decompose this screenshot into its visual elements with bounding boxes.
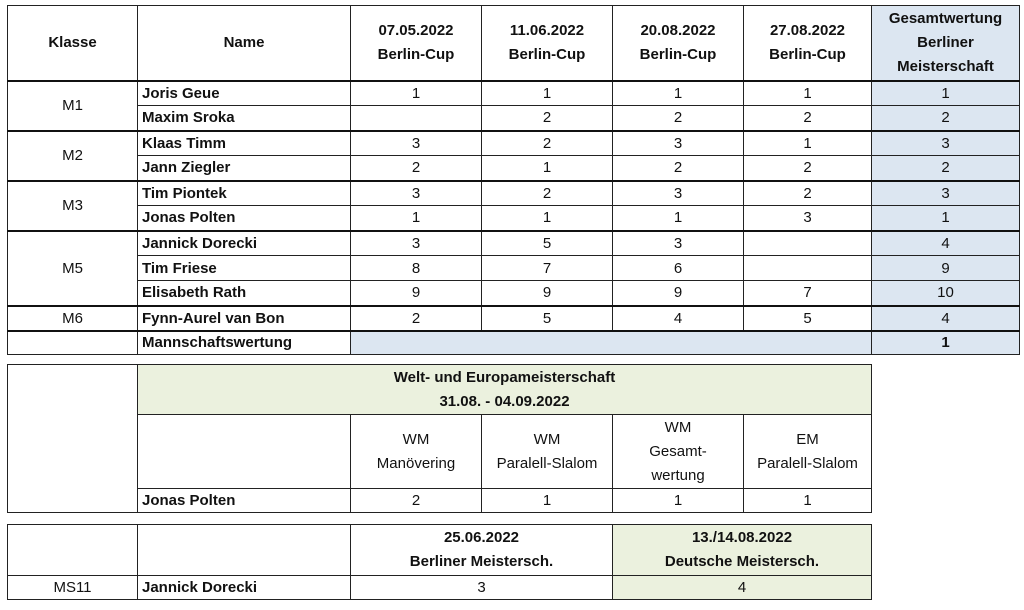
athlete-name: Tim Friese [138, 256, 351, 281]
team-label: Mannschaftswertung [138, 331, 351, 355]
result-row [8, 81, 1020, 106]
total-cell: 4 [872, 306, 1020, 331]
world-col-4: EM Paralell-Slalom [744, 415, 872, 489]
total-cell: 1 [872, 206, 1020, 231]
header-event-1: 07.05.2022 Berlin-Cup [351, 6, 482, 81]
placement-cell: 3 [744, 206, 872, 231]
header-event-3: 20.08.2022 Berlin-Cup [613, 6, 744, 81]
results-body [8, 81, 1020, 331]
placement-cell [744, 256, 872, 281]
total-cell: 9 [872, 256, 1020, 281]
meister-name-empty [138, 525, 351, 576]
athlete-name: Elisabeth Rath [138, 281, 351, 306]
placement-cell: 2 [482, 181, 613, 206]
placement-cell: 5 [744, 306, 872, 331]
total-cell: 4 [872, 231, 1020, 256]
placement-cell: 2 [744, 156, 872, 181]
total-cell: 1 [872, 81, 1020, 106]
result-row [8, 181, 1020, 206]
athlete-name: Fynn-Aurel van Bon [138, 306, 351, 331]
placement-cell: 3 [351, 131, 482, 156]
placement-cell: 2 [351, 306, 482, 331]
placement-cell: 1 [482, 206, 613, 231]
placement-cell [351, 106, 482, 131]
placement-cell: 1 [613, 206, 744, 231]
placement-cell: 1 [351, 206, 482, 231]
placement-cell: 1 [351, 81, 482, 106]
placement-cell: 3 [351, 181, 482, 206]
total-cell: 2 [872, 106, 1020, 131]
athlete-name: Joris Geue [138, 81, 351, 106]
placement-cell: 2 [613, 106, 744, 131]
team-total: 1 [872, 331, 1020, 355]
result-row [8, 231, 1020, 256]
athlete-name: Jonas Polten [138, 206, 351, 231]
placement-cell: 9 [482, 281, 613, 306]
placement-cell: 2 [744, 181, 872, 206]
result-row [8, 156, 1020, 181]
header-gesamtwertung: Gesamtwertung Berliner Meisterschaft [872, 6, 1020, 81]
placement-cell: 2 [613, 156, 744, 181]
world-value-3: 1 [613, 489, 744, 513]
result-row [8, 106, 1020, 131]
world-value-2: 1 [482, 489, 613, 513]
athlete-name: Maxim Sroka [138, 106, 351, 131]
result-row [8, 206, 1020, 231]
placement-cell: 1 [613, 81, 744, 106]
klasse-cell: M3 [8, 181, 138, 231]
athlete-name: Tim Piontek [138, 181, 351, 206]
meisterschaft-table [7, 524, 872, 600]
placement-cell: 2 [744, 106, 872, 131]
placement-cell: 1 [482, 81, 613, 106]
placement-cell: 2 [351, 156, 482, 181]
world-col-1: WM Manövering [351, 415, 482, 489]
placement-cell: 3 [351, 231, 482, 256]
placement-cell: 5 [482, 306, 613, 331]
placement-cell: 9 [351, 281, 482, 306]
klasse-cell: M2 [8, 131, 138, 181]
placement-cell: 3 [613, 131, 744, 156]
total-cell: 2 [872, 156, 1020, 181]
world-value-4: 1 [744, 489, 872, 513]
world-row-name: Jonas Polten [138, 489, 351, 513]
placement-cell: 6 [613, 256, 744, 281]
placement-cell: 7 [482, 256, 613, 281]
meister-value-berliner: 3 [351, 576, 613, 600]
world-value-1: 2 [351, 489, 482, 513]
total-cell: 3 [872, 181, 1020, 206]
placement-cell [744, 231, 872, 256]
placement-cell: 1 [744, 81, 872, 106]
placement-cell: 4 [613, 306, 744, 331]
klasse-cell: M1 [8, 81, 138, 131]
athlete-name: Klaas Timm [138, 131, 351, 156]
placement-cell: 7 [744, 281, 872, 306]
placement-cell: 5 [482, 231, 613, 256]
result-row [8, 131, 1020, 156]
placement-cell: 9 [613, 281, 744, 306]
total-cell: 3 [872, 131, 1020, 156]
placement-cell: 3 [613, 231, 744, 256]
world-col-3: WM Gesamt- wertung [613, 415, 744, 489]
athlete-name: Jannick Dorecki [138, 231, 351, 256]
result-row [8, 306, 1020, 331]
world-title: Welt- und Europameisterschaft 31.08. - 04.09.2022 [138, 365, 872, 415]
world-championship-table [7, 364, 872, 513]
placement-cell: 1 [744, 131, 872, 156]
world-name-empty [138, 415, 351, 489]
klasse-cell: M6 [8, 306, 138, 331]
berlin-cup-results-table [7, 5, 1020, 355]
meister-value-deutsche: 4 [613, 576, 872, 600]
placement-cell: 3 [613, 181, 744, 206]
meister-row-klasse: MS11 [8, 576, 138, 600]
team-filler [351, 331, 872, 355]
meister-header-berliner: 25.06.2022 Berliner Meistersch. [351, 525, 613, 576]
meister-row-name: Jannick Dorecki [138, 576, 351, 600]
placement-cell: 8 [351, 256, 482, 281]
result-row [8, 256, 1020, 281]
placement-cell: 2 [482, 106, 613, 131]
team-klasse-empty [8, 331, 138, 355]
meister-header-deutsche: 13./14.08.2022 Deutsche Meistersch. [613, 525, 872, 576]
placement-cell: 2 [482, 131, 613, 156]
placement-cell: 1 [482, 156, 613, 181]
header-klasse: Klasse [8, 6, 138, 81]
world-klasse-empty [8, 365, 138, 513]
athlete-name: Jann Ziegler [138, 156, 351, 181]
total-cell: 10 [872, 281, 1020, 306]
world-col-2: WM Paralell-Slalom [482, 415, 613, 489]
header-event-4: 27.08.2022 Berlin-Cup [744, 6, 872, 81]
meister-klasse-empty [8, 525, 138, 576]
header-event-2: 11.06.2022 Berlin-Cup [482, 6, 613, 81]
klasse-cell: M5 [8, 231, 138, 306]
header-name: Name [138, 6, 351, 81]
result-row [8, 281, 1020, 306]
